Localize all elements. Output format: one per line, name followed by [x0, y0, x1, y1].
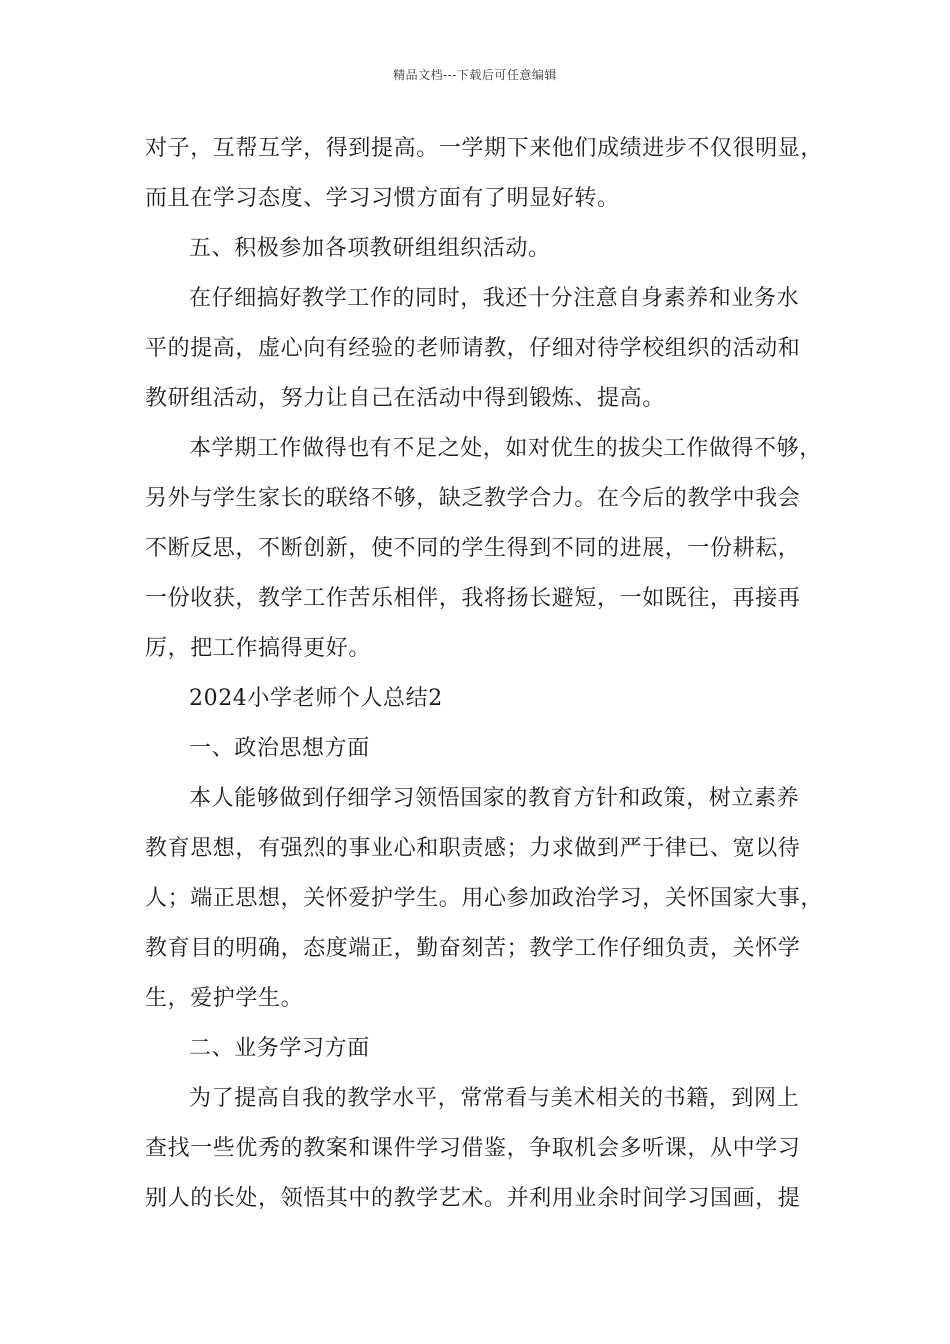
text-line: 为了提高自我的教学水平，常常看与美术相关的书籍，到网上 [189, 1086, 800, 1111]
text-line: 平的提高，虚心向有经验的老师请教，仔细对待学校组织的活动和 [145, 336, 801, 361]
text-line: 生，爱护学生。 [145, 986, 304, 1011]
text-line: 不断反思，不断创新，使不同的学生得到不同的进展，一份耕耘， [145, 536, 801, 561]
document-body [145, 124, 825, 1224]
page-header: 精品文档---下载后可任意编辑 [393, 68, 557, 82]
text-line: 而且在学习态度、学习习惯方面有了明显好转。 [145, 186, 620, 211]
text-line: 另外与学生家长的联络不够，缺乏教学合力。在今后的教学中我会 [145, 486, 801, 511]
section-heading: 一、政治思想方面 [189, 736, 370, 761]
text-line: 本学期工作做得也有不足之处，如对优生的拔尖工作做得不够， [189, 436, 822, 461]
text-line: 教研组活动，努力让自己在活动中得到锻炼、提高。 [145, 386, 665, 411]
text-line: 别人的长处，领悟其中的教学艺术。并利用业余时间学习国画，提 [145, 1186, 801, 1211]
text-line: 对子，互帮互学，得到提高。一学期下来他们成绩进步不仅很明显， [145, 136, 824, 161]
text-line: 一份收获，教学工作苦乐相伴，我将扬长避短，一如既往，再接再 [145, 586, 801, 611]
text-line: 厉，把工作搞得更好。 [145, 636, 372, 661]
text-line: 教育思想，有强烈的事业心和职责感；力求做到严于律已、宽以待 [145, 836, 801, 861]
section-heading: 五、积极参加各项教研组组织活动。 [189, 236, 551, 261]
document-subtitle: 2024小学老师个人总结2 [189, 686, 443, 711]
section-heading: 二、业务学习方面 [189, 1036, 370, 1061]
text-line: 本人能够做到仔细学习领悟国家的教育方针和政策，树立素养 [189, 786, 800, 811]
text-line: 在仔细搞好教学工作的同时，我还十分注意自身素养和业务水 [189, 286, 800, 311]
text-line: 查找一些优秀的教案和课件学习借鉴，争取机会多听课，从中学习 [145, 1136, 801, 1161]
text-line: 人；端正思想，关怀爱护学生。用心参加政治学习，关怀国家大事， [145, 886, 824, 911]
text-line: 教育目的明确，态度端正，勤奋刻苦；教学工作仔细负责，关怀学 [145, 936, 801, 961]
